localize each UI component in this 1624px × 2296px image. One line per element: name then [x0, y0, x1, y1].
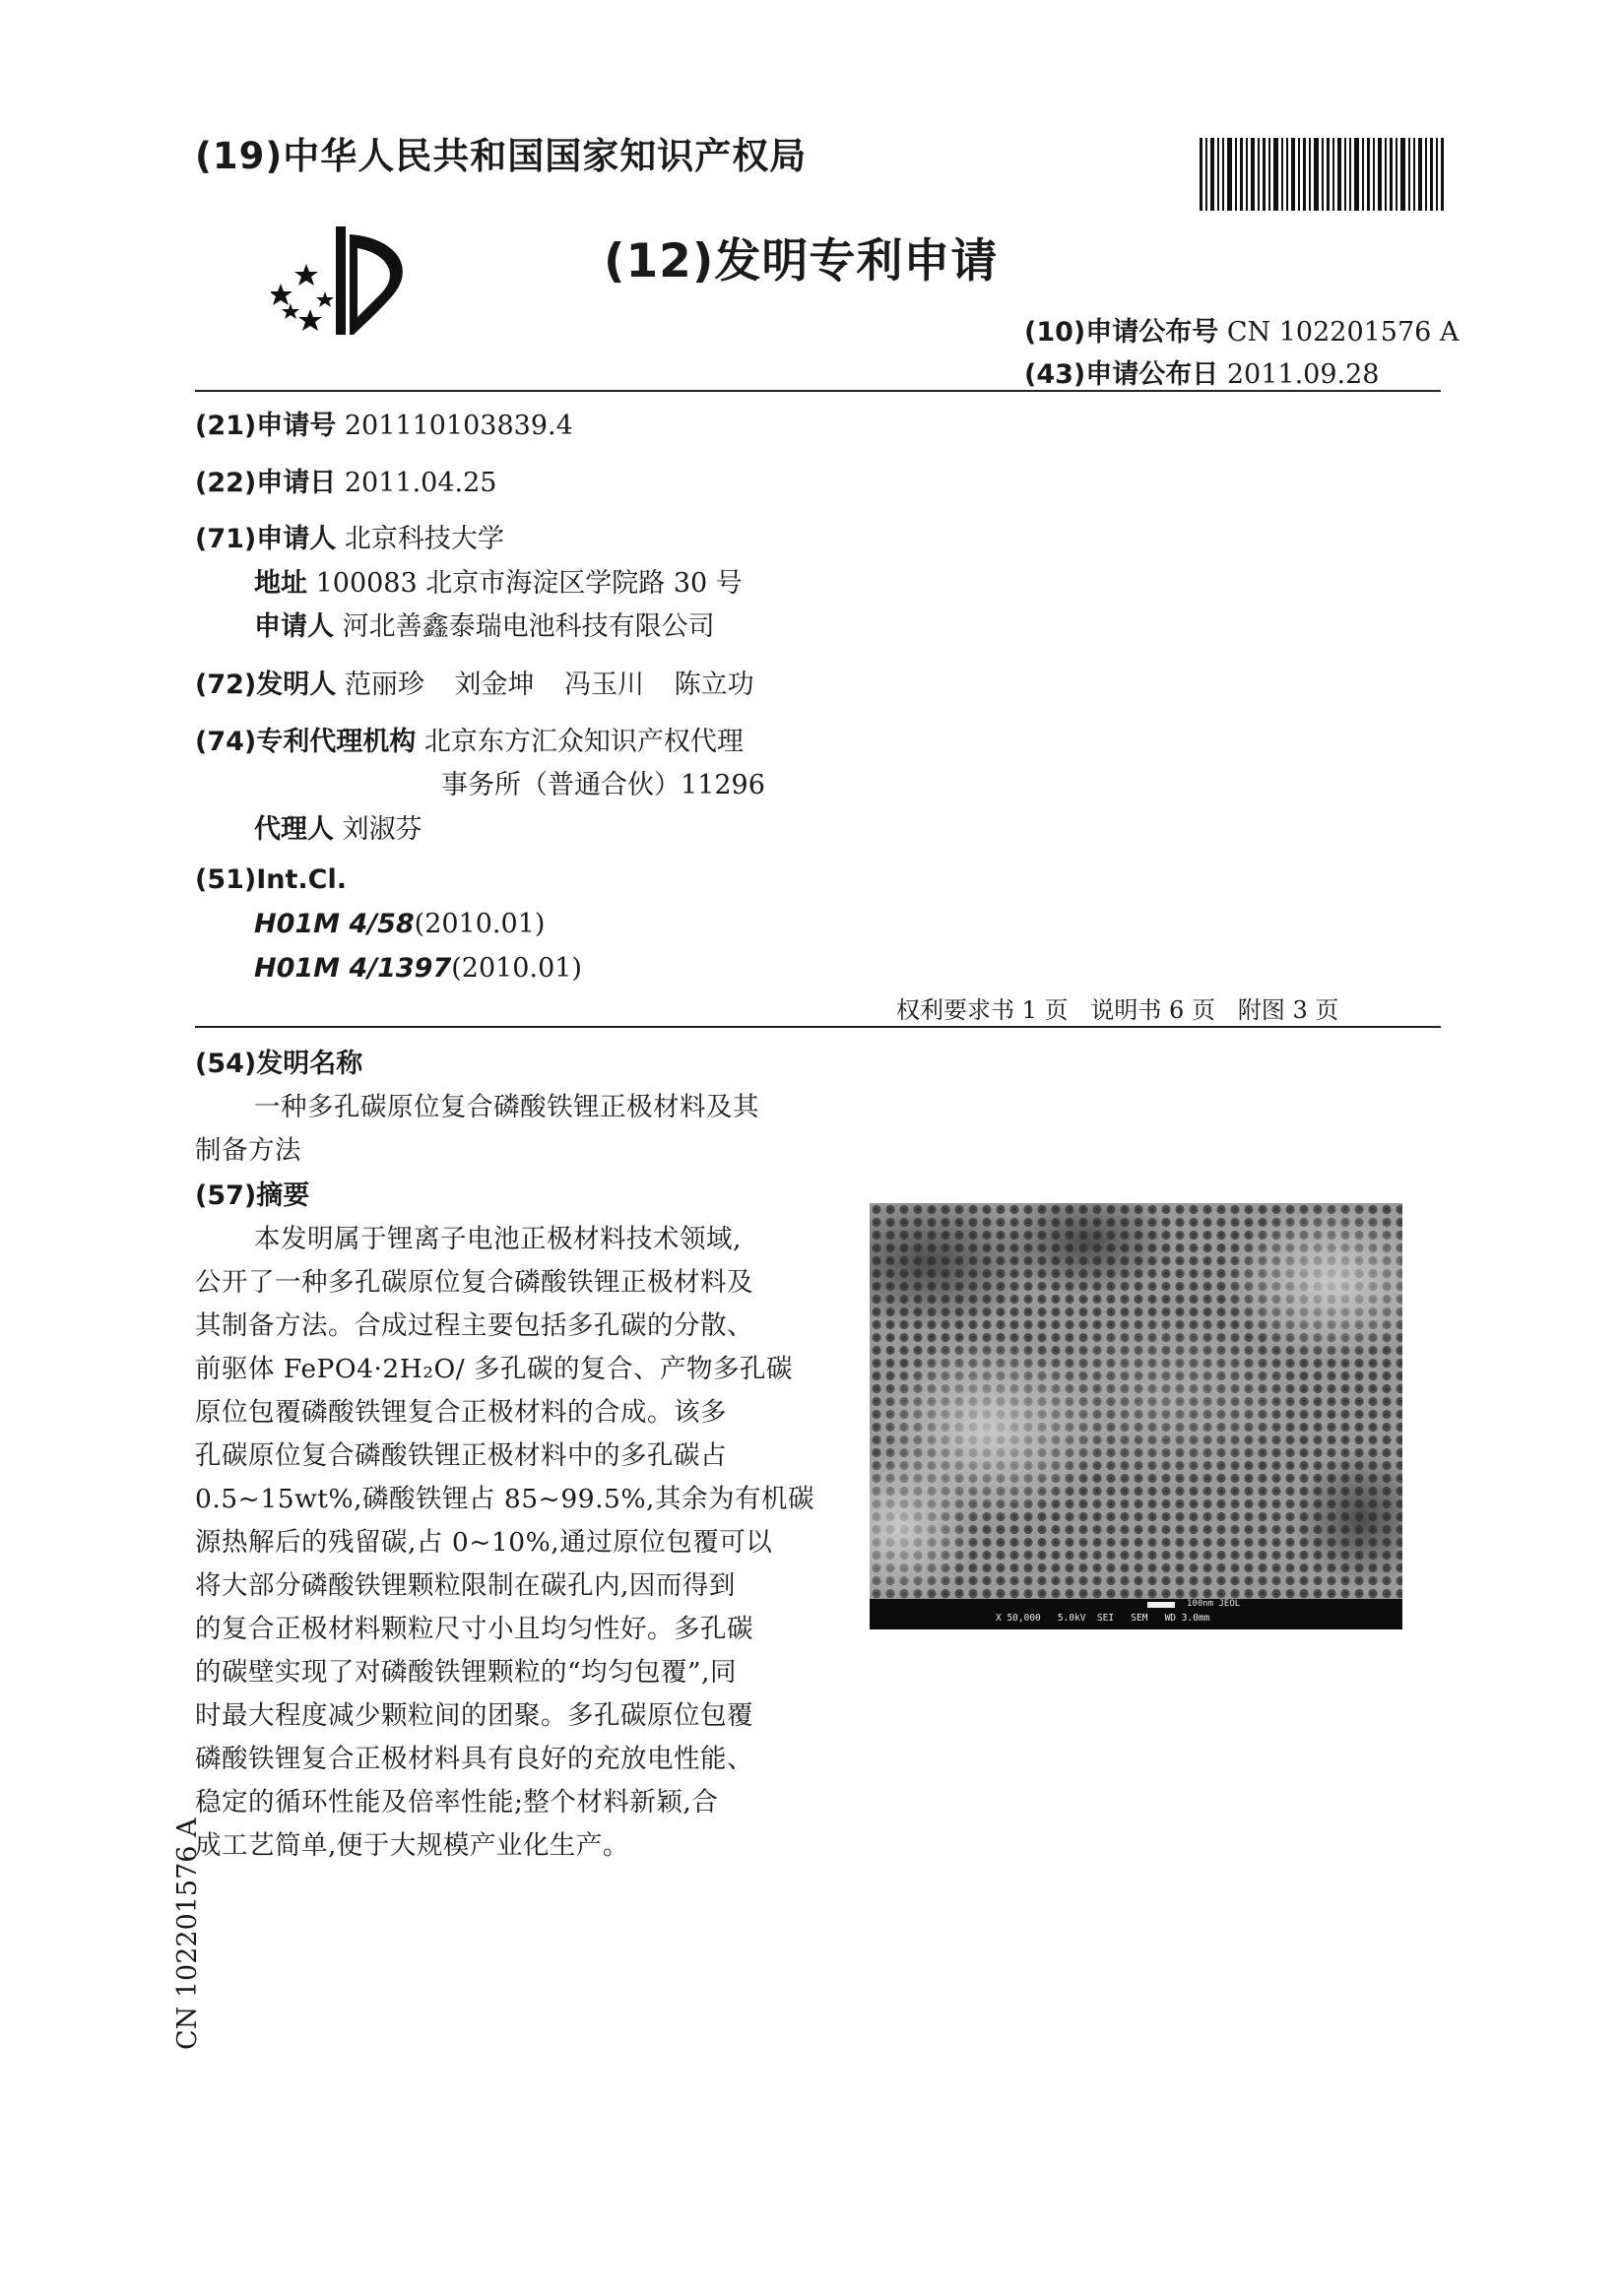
application-number — [195, 404, 573, 442]
applicant-2 — [254, 605, 715, 643]
abstract-line: 孔碳原位复合磷酸铁锂正极材料中的多孔碳占 — [195, 1440, 727, 1471]
inventors — [195, 663, 754, 701]
application-number-label: (21)申请号 — [195, 411, 337, 441]
abstract-line: 将大部分磷酸铁锂颗粒限制在碳孔内,因而得到 — [195, 1570, 736, 1601]
cnipa-logo-icon — [271, 224, 419, 343]
biblio-divider — [195, 1026, 1441, 1028]
page-counts: 权利要求书 1 页 说明书 6 页 附图 3 页 — [896, 996, 1339, 1024]
ipc-version: (2010.01) — [414, 909, 546, 939]
application-date — [195, 461, 496, 499]
abstract-line: 的碳壁实现了对磷酸铁锂颗粒的“均匀包覆”,同 — [195, 1657, 738, 1688]
patent-agency-label: (74)专利代理机构 — [195, 727, 417, 757]
publication-number-label: (10)申请公布号 — [1024, 317, 1219, 348]
abstract-line: 源热解后的残留碳,占 0~10%,通过原位包覆可以 — [195, 1527, 773, 1558]
publication-date-label: (43)申请公布日 — [1024, 359, 1219, 390]
patent-agency — [195, 720, 744, 758]
inventor-name: 范丽珍 — [344, 670, 424, 700]
address-label: 地址 — [254, 568, 307, 599]
abstract-line: 时最大程度减少颗粒间的团聚。多孔碳原位包覆 — [195, 1700, 753, 1731]
address — [254, 561, 743, 600]
address-value: 100083 北京市海淀区学院路 30 号 — [315, 568, 743, 599]
ipc-version: (2010.01) — [451, 953, 582, 984]
ipc-classification — [254, 953, 582, 984]
ipc-code: H01M 4/1397 — [254, 953, 452, 984]
publication-date — [1024, 352, 1379, 391]
sem-info-bar — [870, 1599, 1402, 1629]
side-publication-number: CN 102201576 A — [172, 1818, 203, 2050]
agent-value: 刘淑芬 — [342, 814, 422, 845]
abstract-line: 0.5~15wt%,磷酸铁锂占 85~99.5%,其余为有机碳 — [195, 1484, 814, 1514]
application-number-value: 201110103839.4 — [344, 411, 573, 441]
applicant-label: (71)申请人 — [195, 524, 337, 554]
applicant-2-value: 河北善鑫泰瑞电池科技有限公司 — [342, 611, 715, 642]
sem-info-text: X 50,000 5.0kV SEI SEM WD 3.0mm — [996, 1613, 1210, 1624]
application-date-label: (22)申请日 — [195, 468, 337, 498]
applicant-value: 北京科技大学 — [344, 524, 504, 554]
inventors-label: (72)发明人 — [195, 670, 337, 700]
invention-title-line-2: 制备方法 — [195, 1135, 301, 1166]
patent-agency-line-2: 事务所（普通合伙）11296 — [441, 770, 765, 800]
abstract-line: 原位包覆磷酸铁锂复合正极材料的合成。该多 — [195, 1397, 727, 1428]
office-name: (19)中华人民共和国国家知识产权局 — [195, 135, 808, 177]
invention-title-line-1: 一种多孔碳原位复合磷酸铁锂正极材料及其 — [254, 1092, 759, 1122]
abstract-line: 其制备方法。合成过程主要包括多孔碳的分散、 — [195, 1310, 753, 1341]
application-date-value: 2011.04.25 — [344, 468, 497, 498]
publication-number-value: CN 102201576 A — [1226, 317, 1460, 348]
int-cl-label: (51)Int.Cl. — [195, 864, 348, 895]
agent — [254, 807, 422, 846]
abstract-line: 成工艺简单,便于大规模产业化生产。 — [195, 1830, 629, 1861]
barcode-icon — [1200, 138, 1444, 211]
applicant — [195, 517, 504, 555]
abstract-line: 前驱体 FePO4·2H₂O/ 多孔碳的复合、产物多孔碳 — [195, 1354, 794, 1384]
abstract-line: 的复合正极材料颗粒尺寸小且均匀性好。多孔碳 — [195, 1614, 753, 1644]
publication-number — [1024, 310, 1459, 349]
ipc-code: H01M 4/58 — [254, 909, 415, 939]
inventor-name: 冯玉川 — [564, 670, 645, 700]
applicant-2-label: 申请人 — [254, 611, 334, 642]
abstract-line: 公开了一种多孔碳原位复合磷酸铁锂正极材料及 — [195, 1267, 753, 1298]
patent-agency-line-1: 北京东方汇众知识产权代理 — [423, 727, 744, 757]
sem-image — [870, 1203, 1402, 1599]
header-divider — [195, 390, 1441, 392]
sem-micrograph — [870, 1203, 1402, 1629]
document-type: (12)发明专利申请 — [604, 234, 999, 288]
scale-label: 100nm JEOL — [1187, 1599, 1241, 1609]
abstract-label: (57)摘要 — [195, 1180, 310, 1211]
abstract-line: 磷酸铁锂复合正极材料具有良好的充放电性能、 — [195, 1744, 753, 1774]
abstract-line: 稳定的循环性能及倍率性能;整个材料新颖,合 — [195, 1787, 719, 1818]
scale-bar — [1147, 1602, 1175, 1608]
inventor-name: 刘金坤 — [454, 670, 535, 700]
publication-date-value: 2011.09.28 — [1226, 359, 1380, 390]
inventor-name: 陈立功 — [674, 670, 754, 700]
invention-title-label: (54)发明名称 — [195, 1049, 363, 1079]
abstract-line: 本发明属于锂离子电池正极材料技术领域, — [254, 1224, 742, 1254]
ipc-classification — [254, 909, 545, 939]
agent-label: 代理人 — [254, 814, 334, 845]
